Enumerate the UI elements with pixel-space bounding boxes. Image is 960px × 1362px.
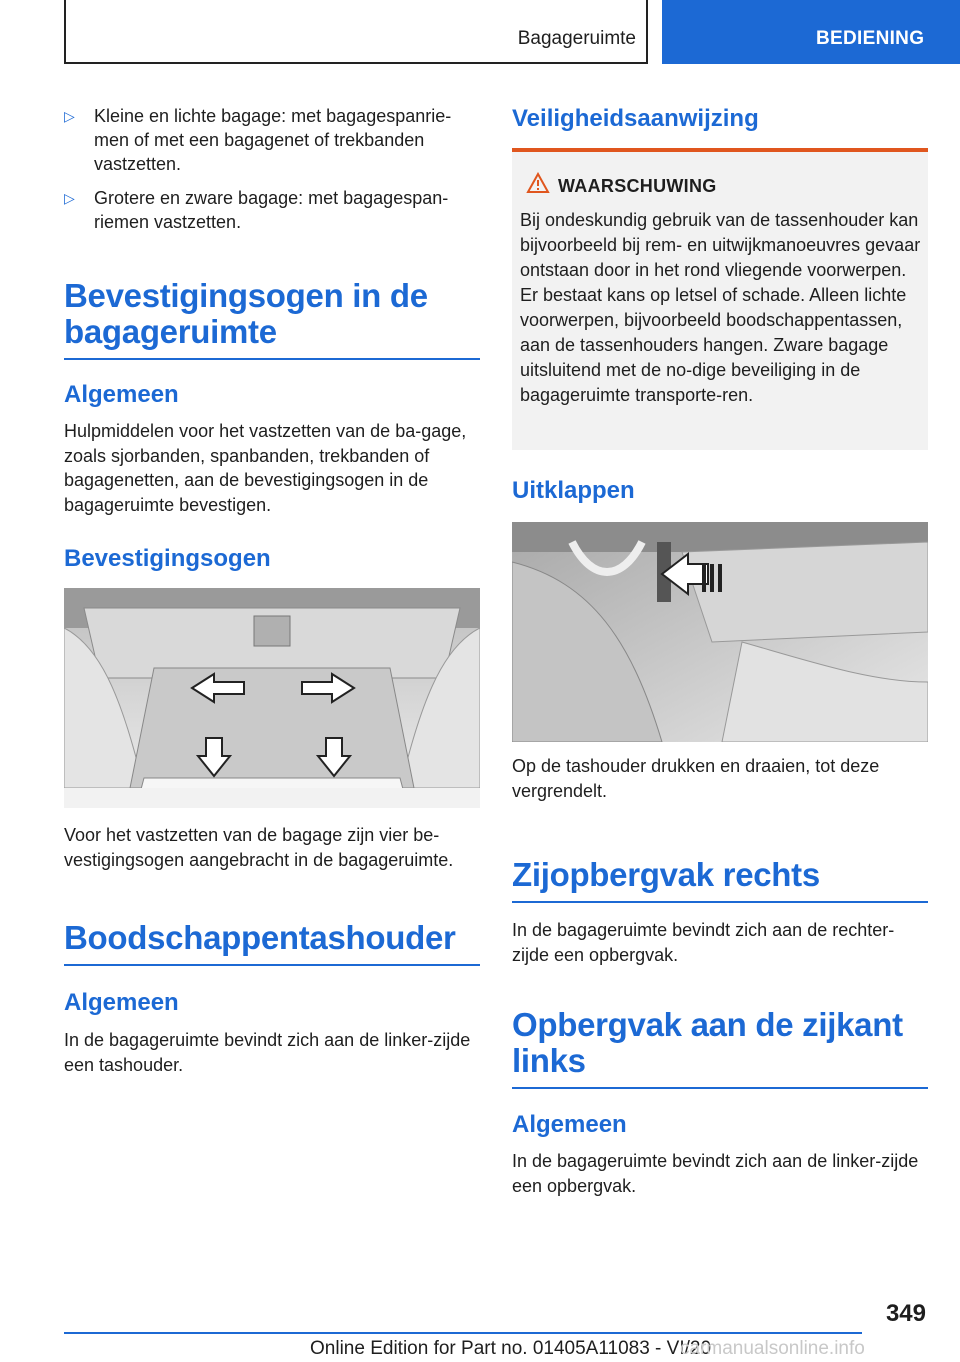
footer-rule [64, 1332, 862, 1334]
subheading-safety: Veiligheidsaanwijzing [512, 105, 759, 132]
bullet-text: Kleine en lichte bagage: met bagagespanrie-men of met een bagagenet of trekbanden vastzetten. [94, 106, 452, 174]
subheading-tiedown-eyes: Bevestigingsogen [64, 545, 271, 572]
header-section-title: Bagageruimte [517, 28, 636, 49]
paragraph-left-compartment: In de bagageruimte bevindt zich aan de linker-zijde een opbergvak. [512, 1151, 919, 1196]
footer-watermark: carmanualsonline.info [680, 1338, 865, 1359]
paragraph-tiedown-eyes: Voor het vastzetten van de bagage zijn vier be-vestigingsogen aangebracht in de bagageruimte. [64, 825, 454, 870]
bag-holder-image [512, 522, 928, 742]
warning-text: Bij ondeskundig gebruik van de tassenhouder kan bijvoorbeeld bij rem- en uitwijkmanoeuvres gevaar ontstaan door in het rond vliegende voorwerpen. Er bestaat kans op letsel of schade. Alleen lichte voorwerpen, bijvoorbeeld boodschappentassen, aan de tassenhouders hangen. Zware bagage uitsluitend met de no-dige beveiliging in de bagageruimte transporte-ren. [520, 210, 921, 405]
bullet-triangle-icon: ▷ [64, 108, 75, 124]
paragraph-general: Hulpmiddelen voor het vastzetten van de ba-gage, zoals sjorbanden, spanbanden, trekbanden of bagagenetten, aan de bevestigingsogen in de bagageruimte bevestigen. [64, 421, 467, 515]
subheading-general-3: Algemeen [512, 1111, 627, 1138]
heading-tiedown-eyes: Bevestigingsogen in de bagageruimte [64, 278, 480, 360]
heading-right-compartment: Zijopbergvak rechts [512, 857, 928, 903]
list-item [64, 186, 480, 234]
left-bullet-list [64, 104, 480, 244]
list-item [64, 104, 480, 176]
subheading-fold-out: Uitklappen [512, 477, 635, 504]
bullet-triangle-icon: ▷ [64, 190, 75, 206]
header-chapter-label: BEDIENING [816, 28, 925, 49]
warning-title: WAARSCHUWING [558, 176, 717, 196]
subheading-general-2: Algemeen [64, 989, 179, 1016]
trunk-tiedown-image [64, 588, 480, 808]
subheading-general: Algemeen [64, 381, 179, 408]
warning-triangle-icon [526, 172, 550, 194]
footer-edition: Online Edition for Part no. 01405A11083 - VI/20 [310, 1338, 712, 1359]
heading-left-compartment: Opbergvak aan de zijkant links [512, 1007, 928, 1089]
heading-shopping-bag-holder: Boodschappentashouder [64, 920, 480, 966]
bullet-text: Grotere en zware bagage: met bagagespan-riemen vastzetten. [94, 188, 449, 232]
trunk-illustration [64, 588, 480, 808]
paragraph-fold-out: Op de tashouder drukken en draaien, tot deze vergrendelt. [512, 756, 880, 801]
warning-box [512, 148, 928, 450]
page-number: 349 [885, 1300, 926, 1327]
bag-holder-illustration [512, 522, 928, 742]
header-chapter-tab[interactable] [662, 0, 960, 64]
paragraph-bag-holder: In de bagageruimte bevindt zich aan de linker-zijde een tashouder. [64, 1030, 471, 1075]
paragraph-right-compartment: In de bagageruimte bevindt zich aan de rechter-zijde een opbergvak. [512, 920, 895, 965]
